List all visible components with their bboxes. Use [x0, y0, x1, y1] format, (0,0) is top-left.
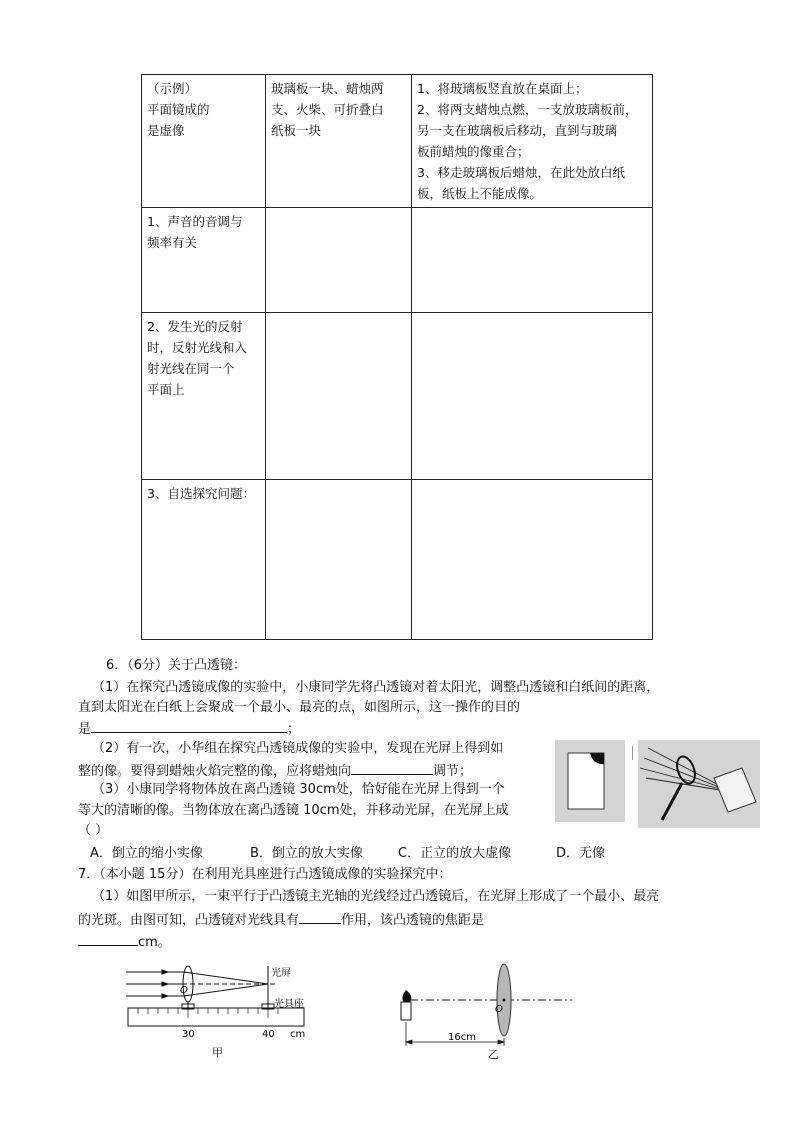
q7-title: 7．（本小题 15分）在利用光具座进行凸透镜成像的实验探究中： — [78, 867, 452, 882]
q6-part1-prefix: 是 — [78, 722, 92, 737]
option-b[interactable]: B．倒立的放大实像 — [250, 846, 363, 861]
q7-answer-blank-1[interactable] — [299, 910, 341, 924]
figure-jia — [118, 960, 318, 1060]
q6-part2-suffix: 调节； — [433, 764, 473, 779]
q6-part2-line1: （2）有一次，小华组在探究凸透镜成像的实验中，发现在光屏上得到如 — [92, 741, 504, 756]
jia-caption: 甲 — [212, 1046, 223, 1059]
q7-part1-text2: 作用，该凸透镜的焦距是 — [341, 913, 485, 928]
q7-answer-blank-2[interactable] — [78, 932, 138, 946]
table-cell[interactable] — [412, 480, 653, 640]
q6-part3-line1: （3）小康同学将物体放在离凸透镜 30cm处，恰好能在光屏上得到一个 — [92, 782, 505, 797]
table-cell: （示例） 平面镜成的 是虚像 — [142, 75, 266, 208]
jia-bench-label: 光具座 — [274, 999, 304, 1010]
q6-part1-line2: 直到太阳光在白纸上会聚成一个最小、最亮的点，如图所示，这一操作的目的 — [78, 700, 521, 715]
q6-title: 6．（6分）关于凸透镜： — [106, 658, 247, 673]
sun-focus-figure — [632, 740, 762, 828]
table-cell: 1、将玻璃板竖直放在桌面上； 2、将两支蜡烛点燃，一支放玻璃板前， 另一支在玻璃板后移动，直到与玻璃 板前蜡烛的像重合； 3、移走玻璃板后蜡烛，在此处放白纸 板，纸板上不能成像。 — [412, 75, 653, 208]
q6-part1-suffix: ； — [287, 722, 301, 737]
jia-tick-40: 40 — [262, 1029, 275, 1040]
candle-flame-icon — [402, 990, 411, 1002]
option-d[interactable]: D．无像 — [556, 846, 606, 861]
q7-part1-line3 — [78, 932, 171, 952]
table-cell: 2、发生光的反射 时，反射光线和入 射光线在同一个 平面上 — [142, 313, 266, 480]
yi-o-label: O — [495, 1004, 503, 1015]
q6-part2-text: 整的像。要得到蜡烛火焰完整的像，应将蜡烛向 — [78, 764, 352, 779]
q7-part1-text: 的光斑。由图可知，凸透镜对光线具有 — [78, 913, 300, 928]
q6-part1-line1: （1）在探究凸透镜成像的实验中，小康同学先将凸透镜对着太阳光，调整凸透镜和白纸间的距离， — [92, 680, 660, 695]
yi-distance-label: 16cm — [448, 1032, 476, 1043]
table-row — [142, 313, 653, 480]
q6-answer-blank-2[interactable] — [351, 761, 433, 775]
jia-screen-label: 光屏 — [271, 968, 291, 979]
q6-answer-paren[interactable]: （ ） — [78, 823, 109, 838]
table-cell: 3、自选探究问题： — [142, 480, 266, 640]
table-cell[interactable] — [412, 208, 653, 313]
jia-unit-label: cm — [290, 1029, 306, 1040]
table-row — [142, 75, 653, 208]
table-cell[interactable] — [266, 208, 412, 313]
q6-part2-line2 — [78, 761, 472, 781]
candle-screen-figure — [555, 740, 625, 822]
q6-part1-line3 — [78, 719, 300, 739]
figure-yi — [392, 960, 582, 1060]
experiment-table — [141, 74, 653, 640]
table-cell[interactable] — [266, 313, 412, 480]
table-cell: 玻璃板一块、蜡烛两 支、火柴、可折叠白 纸板一块 — [266, 75, 412, 208]
q7-unit: cm。 — [138, 935, 171, 950]
option-c[interactable]: C．正立的放大虚像 — [398, 846, 512, 861]
table-row — [142, 480, 653, 640]
jia-tick-30: 30 — [182, 1029, 195, 1040]
table-cell: 1、声音的音调与 频率有关 — [142, 208, 266, 313]
table-row — [142, 208, 653, 313]
q7-part1-line2 — [78, 910, 484, 930]
option-a[interactable]: A．倒立的缩小实像 — [90, 846, 203, 861]
jia-o-label: O — [180, 985, 188, 996]
q7-part1-line1: （1）如图甲所示，一束平行于凸透镜主光轴的光线经过凸透镜后，在光屏上形成了一个最小、最亮 — [92, 889, 660, 904]
table-cell[interactable] — [412, 313, 653, 480]
q6-answer-blank-1[interactable] — [91, 719, 287, 733]
yi-caption: 乙 — [488, 1048, 499, 1060]
table-cell[interactable] — [266, 480, 412, 640]
q6-part3-line2: 等大的清晰的像。当物体放在离凸透镜 10cm处，并移动光屏，在光屏上成 — [78, 803, 509, 818]
